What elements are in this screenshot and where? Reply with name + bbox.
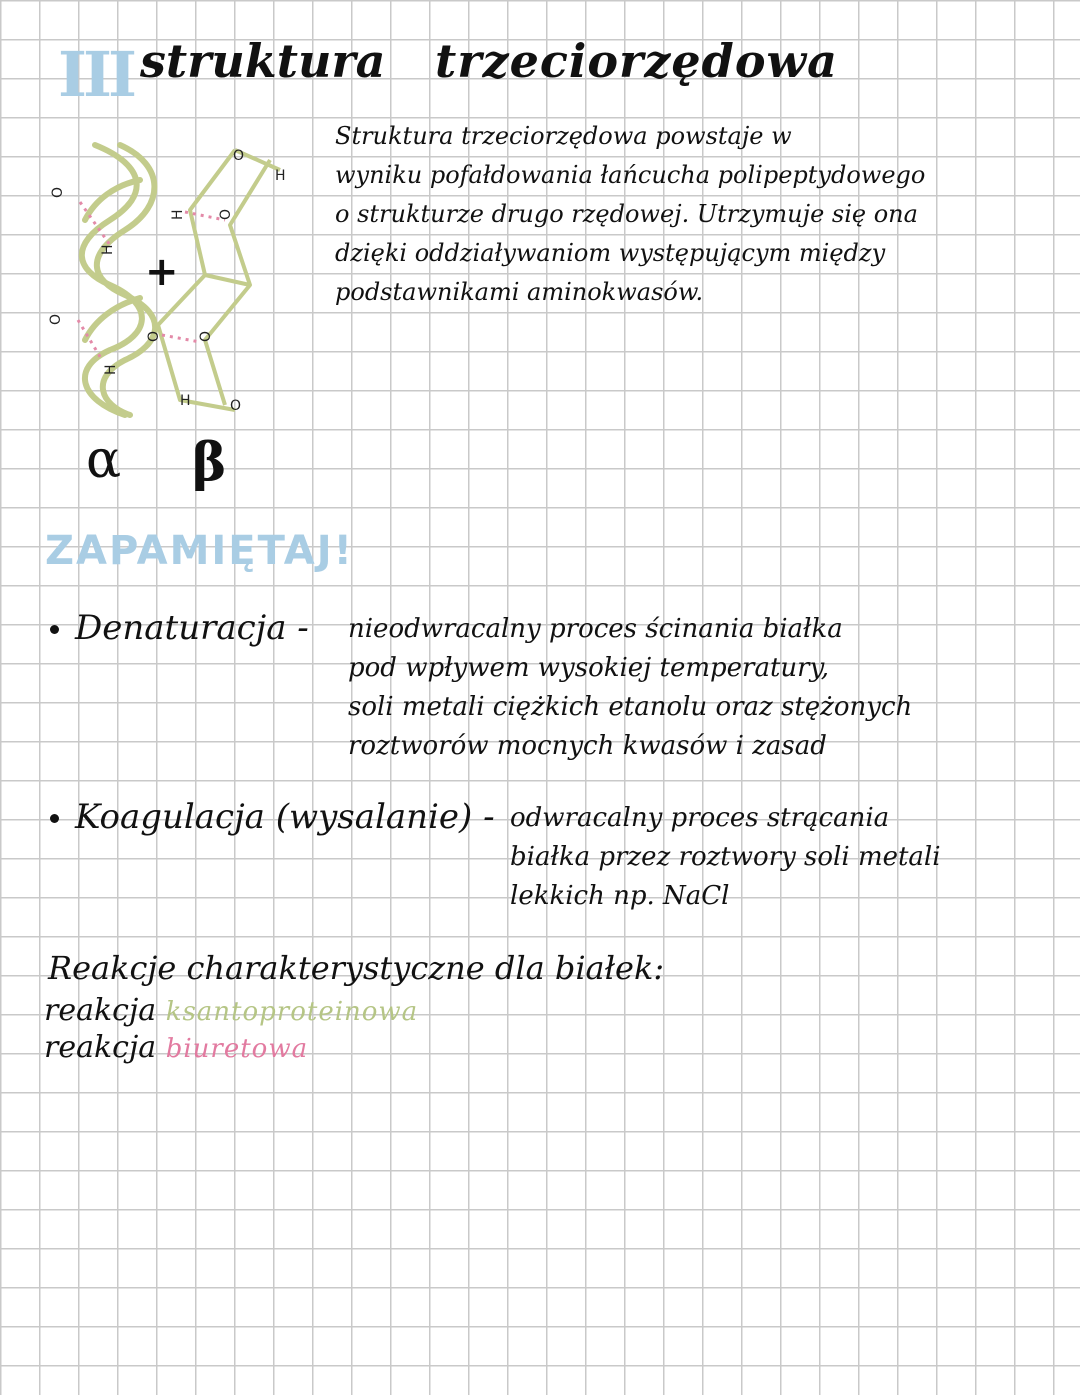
description-line: wyniku pofałdowania łańcucha polipeptydowego: [335, 161, 926, 189]
atom-h-label: H: [170, 209, 186, 220]
definition-body: [348, 610, 912, 766]
definition-line: nieodwracalny proces ścinania białka: [348, 614, 843, 644]
atom-o-label: O: [48, 313, 64, 325]
definition-line: pod wpływem wysokiej temperatury,: [348, 653, 830, 683]
reaction-prefix: reakcja: [44, 993, 157, 1028]
alpha-label: α: [86, 430, 122, 490]
structure-description: [335, 117, 925, 312]
definition-line: roztworów mocnych kwasów i zasad: [348, 731, 827, 761]
definition-body: [510, 799, 941, 916]
atom-o-label: O: [198, 330, 214, 342]
atom-o-label: O: [233, 148, 245, 164]
description-line: podstawnikami aminokwasów.: [335, 278, 704, 306]
atom-h-label: H: [275, 168, 286, 184]
description-line: Struktura trzeciorzędowa powstaje w: [335, 122, 792, 150]
bullet-dot: [50, 814, 59, 823]
reaction-item: [44, 1030, 308, 1065]
beta-label: β: [192, 432, 227, 493]
section-title-part2: trzeciorzędowa: [435, 34, 838, 88]
reaction-name-biuret: biuretowa: [165, 1034, 309, 1064]
definition-term: Denaturacja -: [75, 608, 309, 648]
remember-heading: ZAPAMIĘTAJ!: [45, 528, 354, 574]
reaction-name-xanthoprotein: ksantoproteinowa: [165, 997, 419, 1027]
atom-o-label: O: [146, 330, 162, 342]
atom-o-label: O: [50, 186, 66, 198]
bullet-dot: [50, 625, 59, 634]
reaction-item: [44, 993, 418, 1028]
atom-h-label: H: [180, 393, 191, 409]
description-line: o strukturze drugo rzędowej. Utrzymuje się ona: [335, 200, 918, 228]
description-line: dzięki oddziaływaniom występującym między: [335, 239, 886, 267]
atom-o-label: O: [230, 398, 242, 414]
section-title-part1: struktura: [140, 34, 386, 88]
definition-line: białka przez roztwory soli metali: [510, 842, 941, 872]
atom-h-label: H: [103, 364, 119, 375]
atom-o-label: O: [218, 208, 234, 220]
atom-h-label: H: [100, 244, 116, 255]
definition-line: soli metali ciężkich etanolu oraz stężonych: [348, 692, 913, 722]
plus-sign: +: [145, 249, 179, 295]
reactions-heading: Reakcje charakterystyczne dla białek:: [48, 949, 665, 987]
section-numeral: III: [58, 38, 134, 111]
definition-line: odwracalny proces strącania: [510, 803, 890, 833]
definition-line: lekkich np. NaCl: [510, 881, 730, 911]
secondary-structure-diagram: [40, 120, 340, 430]
definition-term: Koagulacja (wysalanie) -: [75, 797, 495, 837]
reaction-prefix: reakcja: [44, 1030, 157, 1065]
